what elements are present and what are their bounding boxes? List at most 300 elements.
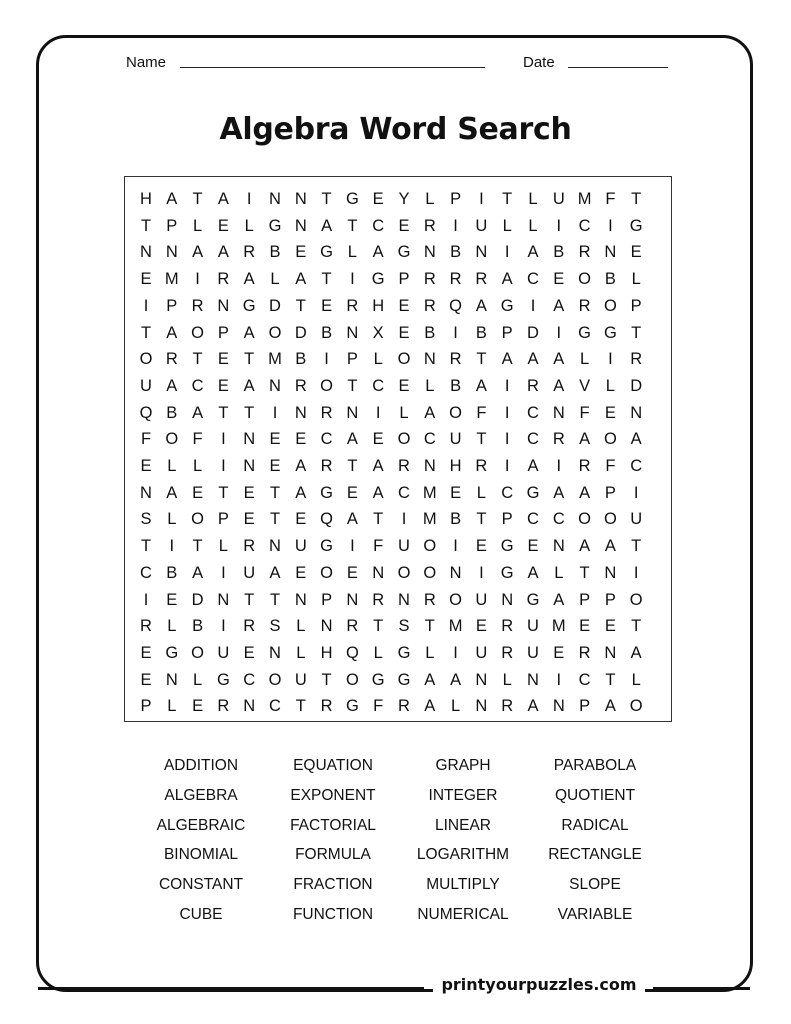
grid-letter[interactable]: E — [243, 510, 255, 529]
grid-letter[interactable]: T — [192, 190, 203, 208]
grid-letter[interactable]: N — [217, 590, 230, 609]
grid-letter[interactable]: N — [630, 403, 643, 422]
grid-letter[interactable]: I — [633, 563, 639, 582]
grid-letter[interactable]: A — [553, 590, 565, 609]
grid-letter[interactable]: B — [321, 323, 333, 342]
grid-letter[interactable]: R — [527, 376, 539, 395]
grid-letter[interactable]: G — [345, 190, 359, 208]
grid-letter[interactable]: L — [193, 457, 203, 475]
grid-letter[interactable]: L — [476, 483, 486, 502]
grid-letter[interactable]: Q — [139, 403, 153, 422]
grid-letter[interactable]: C — [423, 430, 436, 449]
grid-letter[interactable]: A — [527, 697, 539, 716]
grid-letter[interactable]: N — [320, 617, 333, 636]
grid-letter[interactable]: L — [373, 643, 383, 662]
grid-letter[interactable]: A — [527, 457, 539, 475]
grid-letter[interactable]: O — [397, 430, 411, 449]
grid-letter[interactable]: B — [166, 403, 178, 422]
grid-letter[interactable]: E — [527, 537, 539, 556]
grid-letter[interactable]: R — [578, 243, 591, 262]
grid-letter[interactable]: E — [217, 350, 229, 369]
grid-letter[interactable]: H — [449, 457, 462, 475]
grid-letter[interactable]: E — [140, 270, 152, 289]
grid-letter[interactable]: D — [191, 590, 204, 609]
grid-letter[interactable]: O — [191, 510, 205, 529]
grid-letter[interactable]: A — [243, 376, 255, 395]
grid-letter[interactable]: N — [423, 457, 436, 475]
grid-letter[interactable]: I — [556, 216, 562, 235]
grid-letter[interactable]: A — [579, 430, 591, 449]
grid-letter[interactable]: Q — [320, 510, 334, 529]
grid-letter[interactable]: L — [580, 350, 590, 369]
grid-letter[interactable]: S — [140, 510, 152, 529]
grid-letter[interactable]: N — [269, 643, 281, 662]
grid-letter[interactable]: L — [425, 190, 435, 208]
grid-letter[interactable]: P — [166, 216, 178, 235]
grid-letter[interactable]: G — [500, 563, 514, 582]
grid-letter[interactable]: E — [372, 190, 384, 208]
grid-letter[interactable]: I — [169, 537, 175, 556]
grid-letter[interactable]: G — [578, 323, 592, 342]
grid-letter[interactable]: L — [528, 216, 538, 235]
grid-letter[interactable]: T — [269, 590, 281, 609]
grid-letter[interactable]: A — [424, 670, 436, 689]
grid-letter[interactable]: G — [629, 216, 643, 235]
grid-letter[interactable]: U — [527, 617, 539, 636]
grid-letter[interactable]: P — [604, 590, 616, 609]
grid-letter[interactable]: I — [453, 216, 458, 235]
grid-letter[interactable]: T — [631, 617, 642, 636]
grid-letter[interactable]: N — [243, 457, 256, 475]
grid-letter[interactable]: I — [272, 403, 278, 422]
grid-letter[interactable]: I — [221, 430, 226, 449]
grid-letter[interactable]: U — [527, 643, 539, 662]
grid-letter[interactable]: F — [605, 457, 616, 475]
grid-letter[interactable]: G — [216, 670, 230, 689]
grid-letter[interactable]: N — [294, 403, 307, 422]
grid-letter[interactable]: L — [167, 697, 177, 716]
grid-letter[interactable]: I — [479, 563, 484, 582]
grid-letter[interactable]: T — [321, 670, 332, 689]
grid-letter[interactable]: A — [346, 430, 358, 449]
grid-letter[interactable]: H — [140, 190, 152, 208]
grid-letter[interactable]: T — [476, 350, 487, 369]
grid-letter[interactable]: O — [268, 323, 282, 342]
grid-letter[interactable]: A — [321, 216, 333, 235]
grid-letter[interactable]: N — [398, 590, 410, 609]
grid-letter[interactable]: L — [528, 190, 538, 208]
grid-letter[interactable]: N — [243, 697, 256, 716]
grid-letter[interactable]: R — [449, 270, 462, 289]
grid-letter[interactable]: E — [217, 216, 229, 235]
grid-letter[interactable]: Y — [398, 190, 410, 208]
grid-letter[interactable]: U — [294, 670, 307, 689]
grid-letter[interactable]: N — [604, 563, 617, 582]
grid-letter[interactable]: A — [604, 537, 616, 556]
grid-letter[interactable]: O — [578, 510, 592, 529]
grid-letter[interactable]: C — [243, 670, 256, 689]
grid-letter[interactable]: I — [350, 270, 355, 289]
grid-letter[interactable]: I — [633, 483, 639, 502]
grid-letter[interactable]: A — [579, 537, 591, 556]
grid-letter[interactable]: B — [475, 323, 487, 342]
grid-letter[interactable]: N — [140, 243, 152, 262]
grid-letter[interactable]: L — [399, 403, 409, 422]
grid-letter[interactable]: B — [295, 350, 307, 369]
grid-letter[interactable]: G — [397, 243, 411, 262]
grid-letter[interactable]: R — [398, 697, 410, 716]
grid-letter[interactable]: P — [501, 323, 513, 342]
grid-letter[interactable]: O — [449, 590, 463, 609]
grid-letter[interactable]: E — [140, 457, 152, 475]
grid-letter[interactable]: E — [321, 296, 333, 315]
grid-letter[interactable]: O — [423, 563, 437, 582]
grid-letter[interactable]: E — [398, 376, 410, 395]
grid-letter[interactable]: G — [320, 483, 334, 502]
grid-letter[interactable]: E — [295, 243, 307, 262]
grid-letter[interactable]: I — [504, 376, 510, 395]
grid-letter[interactable]: T — [218, 403, 229, 422]
grid-letter[interactable]: T — [140, 537, 152, 556]
grid-letter[interactable]: A — [527, 243, 539, 262]
grid-letter[interactable]: N — [372, 563, 385, 582]
grid-letter[interactable]: T — [476, 510, 487, 529]
grid-letter[interactable]: O — [397, 563, 411, 582]
grid-letter[interactable]: R — [346, 296, 359, 315]
grid-letter[interactable]: T — [502, 190, 513, 208]
grid-letter[interactable]: I — [556, 323, 562, 342]
grid-letter[interactable]: R — [578, 296, 591, 315]
grid-letter[interactable]: B — [553, 243, 565, 262]
grid-letter[interactable]: U — [243, 563, 256, 582]
grid-letter[interactable]: T — [347, 216, 358, 235]
grid-letter[interactable]: U — [217, 643, 230, 662]
grid-letter[interactable]: E — [475, 617, 487, 636]
grid-letter[interactable]: I — [246, 190, 252, 208]
grid-letter[interactable]: N — [346, 403, 359, 422]
grid-letter[interactable]: N — [475, 670, 488, 689]
grid-letter[interactable]: L — [373, 350, 383, 369]
date-field-line[interactable] — [568, 67, 668, 68]
grid-letter[interactable]: N — [269, 537, 281, 556]
grid-letter[interactable]: G — [397, 643, 411, 662]
grid-letter[interactable]: C — [630, 457, 643, 475]
grid-letter[interactable]: P — [217, 510, 229, 529]
grid-letter[interactable]: I — [453, 323, 458, 342]
grid-letter[interactable]: R — [578, 643, 591, 662]
grid-letter[interactable]: O — [603, 430, 617, 449]
grid-letter[interactable]: T — [631, 190, 642, 208]
grid-letter[interactable]: S — [398, 617, 410, 636]
grid-letter[interactable]: E — [295, 510, 307, 529]
grid-letter[interactable]: O — [320, 563, 334, 582]
grid-letter[interactable]: R — [423, 270, 436, 289]
grid-letter[interactable]: P — [346, 350, 358, 369]
grid-letter[interactable]: I — [375, 403, 381, 422]
grid-letter[interactable]: E — [398, 216, 410, 235]
grid-letter[interactable]: L — [218, 537, 228, 556]
grid-letter[interactable]: P — [140, 697, 152, 716]
grid-letter[interactable]: V — [579, 376, 591, 395]
grid-letter[interactable]: L — [270, 270, 280, 289]
grid-letter[interactable]: A — [192, 403, 204, 422]
grid-letter[interactable]: O — [345, 670, 359, 689]
grid-letter[interactable]: I — [608, 350, 613, 369]
grid-letter[interactable]: F — [192, 430, 203, 449]
grid-letter[interactable]: L — [296, 617, 306, 636]
grid-letter[interactable]: T — [321, 190, 332, 208]
grid-letter[interactable]: E — [604, 617, 616, 636]
grid-letter[interactable]: E — [295, 430, 307, 449]
grid-letter[interactable]: O — [603, 510, 617, 529]
grid-letter[interactable]: O — [191, 323, 205, 342]
grid-letter[interactable]: T — [631, 323, 642, 342]
grid-letter[interactable]: B — [166, 563, 178, 582]
grid-letter[interactable]: P — [630, 296, 642, 315]
grid-letter[interactable]: N — [165, 243, 178, 262]
grid-letter[interactable]: N — [552, 403, 565, 422]
grid-letter[interactable]: N — [501, 590, 514, 609]
grid-letter[interactable]: C — [527, 430, 539, 449]
grid-letter[interactable]: H — [372, 296, 385, 315]
grid-letter[interactable]: T — [244, 403, 255, 422]
grid-letter[interactable]: N — [475, 243, 488, 262]
grid-letter[interactable]: A — [630, 430, 642, 449]
grid-letter[interactable]: M — [268, 350, 282, 369]
grid-letter[interactable]: I — [556, 670, 562, 689]
grid-letter[interactable]: E — [346, 483, 358, 502]
grid-letter[interactable]: L — [554, 563, 564, 582]
grid-letter[interactable]: U — [475, 643, 488, 662]
grid-letter[interactable]: C — [269, 697, 281, 716]
grid-letter[interactable]: R — [449, 350, 462, 369]
grid-letter[interactable]: N — [423, 350, 436, 369]
grid-letter[interactable]: E — [346, 563, 358, 582]
name-field-line[interactable] — [180, 67, 485, 68]
grid-letter[interactable]: C — [527, 403, 539, 422]
grid-letter[interactable]: C — [501, 483, 514, 502]
grid-letter[interactable]: O — [268, 670, 282, 689]
grid-letter[interactable]: A — [475, 376, 487, 395]
grid-letter[interactable]: E — [295, 563, 307, 582]
grid-letter[interactable]: C — [140, 563, 152, 582]
grid-letter[interactable]: C — [320, 430, 333, 449]
grid-letter[interactable]: I — [556, 457, 562, 475]
grid-letter[interactable]: T — [244, 590, 255, 609]
grid-letter[interactable]: G — [526, 483, 540, 502]
grid-letter[interactable]: N — [552, 537, 565, 556]
grid-letter[interactable]: I — [453, 643, 458, 662]
grid-letter[interactable]: T — [140, 323, 152, 342]
grid-letter[interactable]: O — [603, 296, 617, 315]
grid-letter[interactable]: N — [140, 483, 152, 502]
grid-letter[interactable]: T — [631, 537, 642, 556]
grid-letter[interactable]: B — [450, 243, 462, 262]
grid-letter[interactable]: O — [629, 590, 643, 609]
grid-letter[interactable]: A — [553, 376, 565, 395]
grid-letter[interactable]: E — [166, 590, 178, 609]
grid-letter[interactable]: A — [166, 190, 178, 208]
grid-letter[interactable]: T — [218, 483, 229, 502]
grid-letter[interactable]: O — [629, 697, 643, 716]
grid-letter[interactable]: I — [504, 243, 510, 262]
grid-letter[interactable]: F — [140, 430, 152, 449]
grid-letter[interactable]: T — [347, 457, 358, 475]
grid-letter[interactable]: E — [192, 697, 204, 716]
grid-letter[interactable]: M — [551, 617, 566, 636]
grid-letter[interactable]: A — [372, 483, 384, 502]
grid-letter[interactable]: X — [372, 323, 384, 342]
grid-letter[interactable]: T — [192, 537, 203, 556]
grid-letter[interactable]: N — [294, 216, 307, 235]
grid-letter[interactable]: T — [373, 510, 384, 529]
grid-letter[interactable]: R — [423, 216, 436, 235]
grid-letter[interactable]: I — [221, 457, 226, 475]
grid-letter[interactable]: A — [579, 483, 591, 502]
grid-letter[interactable]: T — [347, 376, 358, 395]
grid-letter[interactable]: N — [294, 190, 307, 208]
grid-letter[interactable]: A — [450, 670, 462, 689]
grid-letter[interactable]: P — [398, 270, 410, 289]
grid-letter[interactable]: E — [450, 483, 462, 502]
grid-letter[interactable]: O — [165, 430, 179, 449]
grid-letter[interactable]: B — [604, 270, 616, 289]
grid-letter[interactable]: A — [553, 296, 565, 315]
grid-letter[interactable]: I — [530, 296, 536, 315]
grid-letter[interactable]: N — [346, 590, 359, 609]
grid-letter[interactable]: E — [140, 643, 152, 662]
grid-letter[interactable]: P — [579, 697, 591, 716]
grid-letter[interactable]: A — [346, 510, 358, 529]
grid-letter[interactable]: C — [527, 270, 539, 289]
grid-letter[interactable]: A — [295, 457, 307, 475]
grid-letter[interactable]: N — [604, 643, 617, 662]
grid-letter[interactable]: E — [243, 643, 255, 662]
grid-letter[interactable]: L — [193, 216, 203, 235]
grid-letter[interactable]: B — [192, 617, 204, 636]
grid-letter[interactable]: C — [191, 376, 204, 395]
grid-letter[interactable]: U — [294, 537, 307, 556]
grid-letter[interactable]: P — [604, 483, 616, 502]
grid-letter[interactable]: B — [269, 243, 281, 262]
grid-letter[interactable]: G — [268, 216, 282, 235]
grid-letter[interactable]: I — [401, 510, 407, 529]
grid-letter[interactable]: A — [372, 457, 384, 475]
grid-letter[interactable]: E — [475, 537, 487, 556]
grid-letter[interactable]: A — [630, 643, 642, 662]
grid-letter[interactable]: E — [398, 296, 410, 315]
grid-letter[interactable]: A — [527, 563, 539, 582]
grid-letter[interactable]: L — [296, 643, 306, 662]
grid-letter[interactable]: M — [422, 510, 437, 529]
grid-letter[interactable]: L — [631, 270, 641, 289]
grid-letter[interactable]: F — [373, 537, 384, 556]
grid-letter[interactable]: E — [630, 243, 642, 262]
grid-letter[interactable]: O — [191, 643, 205, 662]
grid-letter[interactable]: N — [269, 376, 281, 395]
grid-letter[interactable]: A — [527, 350, 539, 369]
grid-letter[interactable]: E — [579, 617, 591, 636]
grid-letter[interactable]: A — [192, 243, 204, 262]
grid-letter[interactable]: G — [603, 323, 617, 342]
grid-letter[interactable]: R — [501, 697, 514, 716]
grid-letter[interactable]: T — [605, 670, 616, 689]
grid-letter[interactable]: R — [398, 457, 410, 475]
grid-letter[interactable]: C — [578, 670, 591, 689]
grid-letter[interactable]: M — [577, 190, 592, 208]
grid-letter[interactable]: E — [192, 483, 204, 502]
grid-letter[interactable]: I — [504, 430, 510, 449]
grid-letter[interactable]: I — [504, 457, 510, 475]
grid-letter[interactable]: N — [346, 323, 359, 342]
grid-letter[interactable]: T — [269, 483, 281, 502]
grid-letter[interactable]: D — [630, 376, 643, 395]
grid-letter[interactable]: L — [631, 670, 641, 689]
grid-letter[interactable]: A — [269, 563, 281, 582]
grid-letter[interactable]: R — [320, 403, 333, 422]
grid-letter[interactable]: A — [604, 697, 616, 716]
grid-letter[interactable]: I — [143, 296, 149, 315]
grid-letter[interactable]: G — [526, 590, 540, 609]
grid-letter[interactable]: R — [423, 296, 436, 315]
grid-letter[interactable]: D — [527, 323, 539, 342]
grid-letter[interactable]: N — [165, 670, 178, 689]
grid-letter[interactable]: F — [579, 403, 590, 422]
grid-letter[interactable]: N — [449, 563, 462, 582]
grid-letter[interactable]: O — [423, 537, 437, 556]
grid-letter[interactable]: A — [243, 270, 255, 289]
grid-letter[interactable]: D — [294, 323, 307, 342]
grid-letter[interactable]: Q — [345, 643, 359, 662]
grid-letter[interactable]: R — [578, 457, 591, 475]
grid-letter[interactable]: E — [217, 376, 229, 395]
grid-letter[interactable]: N — [243, 430, 256, 449]
grid-letter[interactable]: A — [372, 243, 384, 262]
grid-letter[interactable]: R — [423, 590, 436, 609]
grid-letter[interactable]: A — [217, 190, 229, 208]
grid-letter[interactable]: I — [143, 590, 149, 609]
grid-letter[interactable]: R — [475, 457, 488, 475]
grid-letter[interactable]: L — [425, 376, 435, 395]
grid-letter[interactable]: C — [398, 483, 410, 502]
grid-letter[interactable]: H — [320, 643, 333, 662]
grid-letter[interactable]: P — [501, 510, 513, 529]
grid-letter[interactable]: S — [269, 617, 281, 636]
grid-letter[interactable]: A — [295, 270, 307, 289]
grid-letter[interactable]: T — [295, 697, 306, 716]
grid-letter[interactable]: U — [475, 216, 488, 235]
grid-letter[interactable]: R — [165, 350, 178, 369]
grid-letter[interactable]: U — [449, 430, 462, 449]
grid-letter[interactable]: T — [579, 563, 590, 582]
grid-letter[interactable]: N — [475, 697, 488, 716]
grid-letter[interactable]: Q — [449, 296, 463, 315]
grid-letter[interactable]: R — [217, 697, 230, 716]
grid-letter[interactable]: E — [553, 643, 565, 662]
grid-letter[interactable]: R — [501, 643, 514, 662]
grid-letter[interactable]: L — [347, 243, 357, 262]
grid-letter[interactable]: L — [502, 216, 512, 235]
grid-letter[interactable]: I — [479, 190, 484, 208]
grid-letter[interactable]: E — [140, 670, 152, 689]
grid-letter[interactable]: E — [269, 457, 281, 475]
grid-letter[interactable]: R — [217, 270, 230, 289]
grid-letter[interactable]: N — [604, 243, 617, 262]
grid-letter[interactable]: L — [167, 510, 177, 529]
grid-letter[interactable]: C — [552, 510, 565, 529]
grid-letter[interactable]: G — [165, 643, 179, 662]
grid-letter[interactable]: O — [449, 403, 463, 422]
